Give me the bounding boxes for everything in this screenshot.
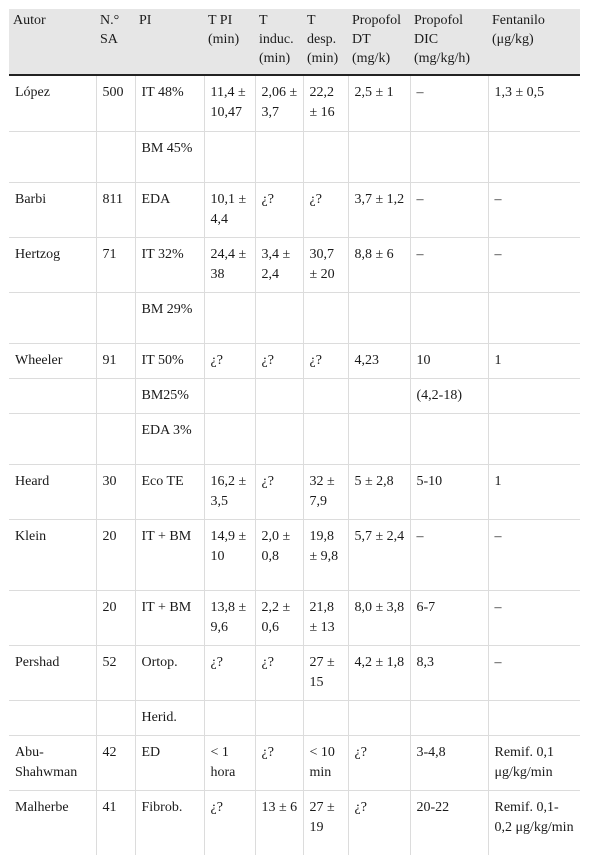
cell-t-pi bbox=[204, 413, 255, 464]
cell-t-pi bbox=[204, 700, 255, 735]
header-t-desp: T desp. (min) bbox=[303, 9, 348, 75]
header-propofol-dic: Propofol DIC (mg/kg/h) bbox=[410, 9, 488, 75]
cell-pi: Herid. bbox=[135, 700, 204, 735]
cell-t-pi: 13,8 ± 9,6 bbox=[204, 590, 255, 645]
cell-n-sa: 52 bbox=[96, 645, 135, 700]
cell-propofol-dt: 8,8 ± 6 bbox=[348, 237, 410, 292]
cell-t-induc: 2,0 ± 0,8 bbox=[255, 519, 303, 590]
table-row bbox=[9, 790, 580, 855]
cell-n-sa bbox=[96, 700, 135, 735]
cell-propofol-dt bbox=[348, 413, 410, 464]
cell-pi: ED bbox=[135, 735, 204, 790]
cell-propofol-dt: 2,5 ± 1 bbox=[348, 75, 410, 131]
cell-fentanilo bbox=[488, 292, 580, 343]
header-fentanilo: Fentanilo (μg/kg) bbox=[488, 9, 580, 75]
cell-t-desp: ¿? bbox=[303, 343, 348, 378]
cell-pi: EDA bbox=[135, 182, 204, 237]
cell-autor bbox=[9, 700, 96, 735]
cell-propofol-dic bbox=[410, 413, 488, 464]
cell-propofol-dt bbox=[348, 700, 410, 735]
cell-t-desp bbox=[303, 378, 348, 413]
table-row bbox=[9, 343, 580, 378]
cell-t-pi: ¿? bbox=[204, 790, 255, 855]
cell-propofol-dic: 3-4,8 bbox=[410, 735, 488, 790]
table-row bbox=[9, 378, 580, 413]
cell-propofol-dic: – bbox=[410, 237, 488, 292]
cell-t-induc: ¿? bbox=[255, 464, 303, 519]
cell-n-sa: 71 bbox=[96, 237, 135, 292]
cell-propofol-dic: 6-7 bbox=[410, 590, 488, 645]
cell-propofol-dic bbox=[410, 292, 488, 343]
cell-fentanilo: – bbox=[488, 237, 580, 292]
cell-n-sa bbox=[96, 292, 135, 343]
cell-t-induc bbox=[255, 378, 303, 413]
header-n-sa: N.° SA bbox=[96, 9, 135, 75]
cell-t-desp: 27 ± 19 bbox=[303, 790, 348, 855]
cell-t-desp bbox=[303, 413, 348, 464]
cell-fentanilo: 1,3 ± 0,5 bbox=[488, 75, 580, 131]
cell-autor: Heard bbox=[9, 464, 96, 519]
cell-pi: IT 32% bbox=[135, 237, 204, 292]
cell-n-sa: 30 bbox=[96, 464, 135, 519]
table-row bbox=[9, 700, 580, 735]
cell-propofol-dt bbox=[348, 292, 410, 343]
cell-n-sa: 811 bbox=[96, 182, 135, 237]
cell-autor bbox=[9, 292, 96, 343]
table-row bbox=[9, 645, 580, 700]
cell-propofol-dic: (4,2-18) bbox=[410, 378, 488, 413]
cell-propofol-dic: 8,3 bbox=[410, 645, 488, 700]
cell-t-desp bbox=[303, 131, 348, 182]
cell-t-desp: ¿? bbox=[303, 182, 348, 237]
cell-n-sa bbox=[96, 131, 135, 182]
cell-n-sa: 20 bbox=[96, 519, 135, 590]
cell-fentanilo: 1 bbox=[488, 343, 580, 378]
cell-fentanilo: Remif. 0,1-0,2 μg/kg/min bbox=[494, 799, 574, 835]
cell-t-induc bbox=[255, 131, 303, 182]
cell-pi: BM25% bbox=[135, 378, 204, 413]
cell-t-desp: < 10 min bbox=[303, 735, 348, 790]
cell-t-induc bbox=[255, 413, 303, 464]
cell-fentanilo: – bbox=[488, 590, 580, 645]
cell-propofol-dic: 10 bbox=[410, 343, 488, 378]
cell-t-pi: ¿? bbox=[204, 343, 255, 378]
cell-n-sa: 500 bbox=[96, 75, 135, 131]
cell-propofol-dic: 20-22 bbox=[410, 790, 488, 855]
cell-autor bbox=[9, 131, 96, 182]
table-row bbox=[9, 182, 580, 237]
header-pi: PI bbox=[135, 9, 204, 75]
cell-fentanilo bbox=[488, 413, 580, 464]
header-row bbox=[9, 9, 580, 75]
cell-propofol-dic: – bbox=[410, 182, 488, 237]
table-row bbox=[9, 413, 580, 464]
header-autor: Autor bbox=[9, 9, 96, 75]
cell-autor: López bbox=[9, 75, 96, 131]
cell-autor: Barbi bbox=[9, 182, 96, 237]
cell-autor bbox=[9, 413, 96, 464]
cell-propofol-dic: – bbox=[410, 519, 488, 590]
cell-propofol-dic: – bbox=[410, 75, 488, 131]
cell-t-desp: 21,8 ± 13 bbox=[303, 590, 348, 645]
cell-t-pi bbox=[204, 131, 255, 182]
cell-t-desp: 27 ± 15 bbox=[303, 645, 348, 700]
table-row bbox=[9, 131, 580, 182]
cell-propofol-dt: 5,7 ± 2,4 bbox=[348, 519, 410, 590]
cell-fentanilo: – bbox=[488, 182, 580, 237]
cell-t-induc: 2,06 ± 3,7 bbox=[255, 75, 303, 131]
cell-t-pi: 11,4 ± 10,47 bbox=[204, 75, 255, 131]
cell-propofol-dt: ¿? bbox=[348, 735, 410, 790]
cell-propofol-dt: 4,2 ± 1,8 bbox=[348, 645, 410, 700]
table-row bbox=[9, 519, 580, 590]
cell-propofol-dic: 5-10 bbox=[410, 464, 488, 519]
data-table bbox=[9, 9, 580, 855]
header-t-induc: T induc. (min) bbox=[255, 9, 303, 75]
cell-t-pi: ¿? bbox=[204, 645, 255, 700]
cell-propofol-dt bbox=[348, 378, 410, 413]
cell-pi: Ortop. bbox=[135, 645, 204, 700]
table-body bbox=[9, 75, 580, 855]
table-row bbox=[9, 292, 580, 343]
cell-propofol-dt: ¿? bbox=[348, 790, 410, 855]
table-header bbox=[9, 9, 580, 75]
cell-propofol-dt: 5 ± 2,8 bbox=[348, 464, 410, 519]
table-row bbox=[9, 75, 580, 131]
cell-pi: BM 29% bbox=[135, 292, 204, 343]
cell-t-desp: 32 ± 7,9 bbox=[303, 464, 348, 519]
cell-t-desp bbox=[303, 292, 348, 343]
table-row bbox=[9, 590, 580, 645]
cell-t-pi bbox=[204, 378, 255, 413]
cell-n-sa: 42 bbox=[96, 735, 135, 790]
cell-t-pi: < 1 hora bbox=[204, 735, 255, 790]
cell-autor: Klein bbox=[9, 519, 96, 590]
cell-autor bbox=[9, 378, 96, 413]
cell-t-induc: 3,4 ± 2,4 bbox=[255, 237, 303, 292]
cell-fentanilo: – bbox=[488, 645, 580, 700]
cell-t-induc: 2,2 ± 0,6 bbox=[255, 590, 303, 645]
cell-t-desp: 19,8 ± 9,8 bbox=[303, 519, 348, 590]
cell-t-induc bbox=[255, 700, 303, 735]
cell-autor bbox=[9, 590, 96, 645]
cell-n-sa bbox=[96, 378, 135, 413]
table-row bbox=[9, 735, 580, 790]
cell-pi: EDA 3% bbox=[135, 413, 204, 464]
cell-t-induc: 13 ± 6 bbox=[255, 790, 303, 855]
cell-pi: IT + BM bbox=[135, 519, 204, 590]
cell-fentanilo bbox=[488, 378, 580, 413]
cell-propofol-dic bbox=[410, 131, 488, 182]
cell-n-sa: 41 bbox=[96, 790, 135, 855]
cell-n-sa: 20 bbox=[96, 590, 135, 645]
cell-pi: IT 48% bbox=[135, 75, 204, 131]
cell-pi: Eco TE bbox=[135, 464, 204, 519]
cell-propofol-dt: 3,7 ± 1,2 bbox=[348, 182, 410, 237]
cell-autor: Wheeler bbox=[9, 343, 96, 378]
cell-t-pi: 24,4 ± 38 bbox=[204, 237, 255, 292]
cell-propofol-dt bbox=[348, 131, 410, 182]
cell-t-pi bbox=[204, 292, 255, 343]
cell-fentanilo: – bbox=[488, 519, 580, 590]
cell-t-induc bbox=[255, 292, 303, 343]
header-propofol-dt: Propofol DT (mg/k) bbox=[348, 9, 410, 75]
cell-pi: IT 50% bbox=[135, 343, 204, 378]
cell-t-induc: ¿? bbox=[255, 182, 303, 237]
cell-t-pi: 10,1 ± 4,4 bbox=[204, 182, 255, 237]
cell-autor: Hertzog bbox=[9, 237, 96, 292]
cell-propofol-dt: 8,0 ± 3,8 bbox=[348, 590, 410, 645]
cell-n-sa bbox=[96, 413, 135, 464]
cell-fentanilo: 1 bbox=[488, 464, 580, 519]
cell-pi: Fibrob. bbox=[135, 790, 204, 855]
cell-autor: Pershad bbox=[9, 645, 96, 700]
cell-propofol-dic bbox=[410, 700, 488, 735]
header-t-pi: T PI (min) bbox=[204, 9, 255, 75]
cell-t-desp: 22,2 ± 16 bbox=[303, 75, 348, 131]
cell-t-induc: ¿? bbox=[255, 735, 303, 790]
cell-pi: BM 45% bbox=[135, 131, 204, 182]
cell-pi: IT + BM bbox=[135, 590, 204, 645]
cell-t-desp bbox=[303, 700, 348, 735]
cell-autor: Abu-Shahwman bbox=[9, 735, 96, 790]
cell-fentanilo bbox=[488, 131, 580, 182]
cell-t-induc: ¿? bbox=[255, 343, 303, 378]
cell-fentanilo: Remif. 0,1 μg/kg/min bbox=[488, 735, 580, 790]
cell-autor: Malherbe bbox=[9, 790, 96, 855]
cell-t-pi: 14,9 ± 10 bbox=[204, 519, 255, 590]
cell-n-sa: 91 bbox=[96, 343, 135, 378]
cell-t-desp: 30,7 ± 20 bbox=[303, 237, 348, 292]
cell-t-induc: ¿? bbox=[255, 645, 303, 700]
table-row bbox=[9, 237, 580, 292]
cell-propofol-dt: 4,23 bbox=[348, 343, 410, 378]
table-row bbox=[9, 464, 580, 519]
cell-fentanilo bbox=[488, 700, 580, 735]
cell-t-pi: 16,2 ± 3,5 bbox=[204, 464, 255, 519]
